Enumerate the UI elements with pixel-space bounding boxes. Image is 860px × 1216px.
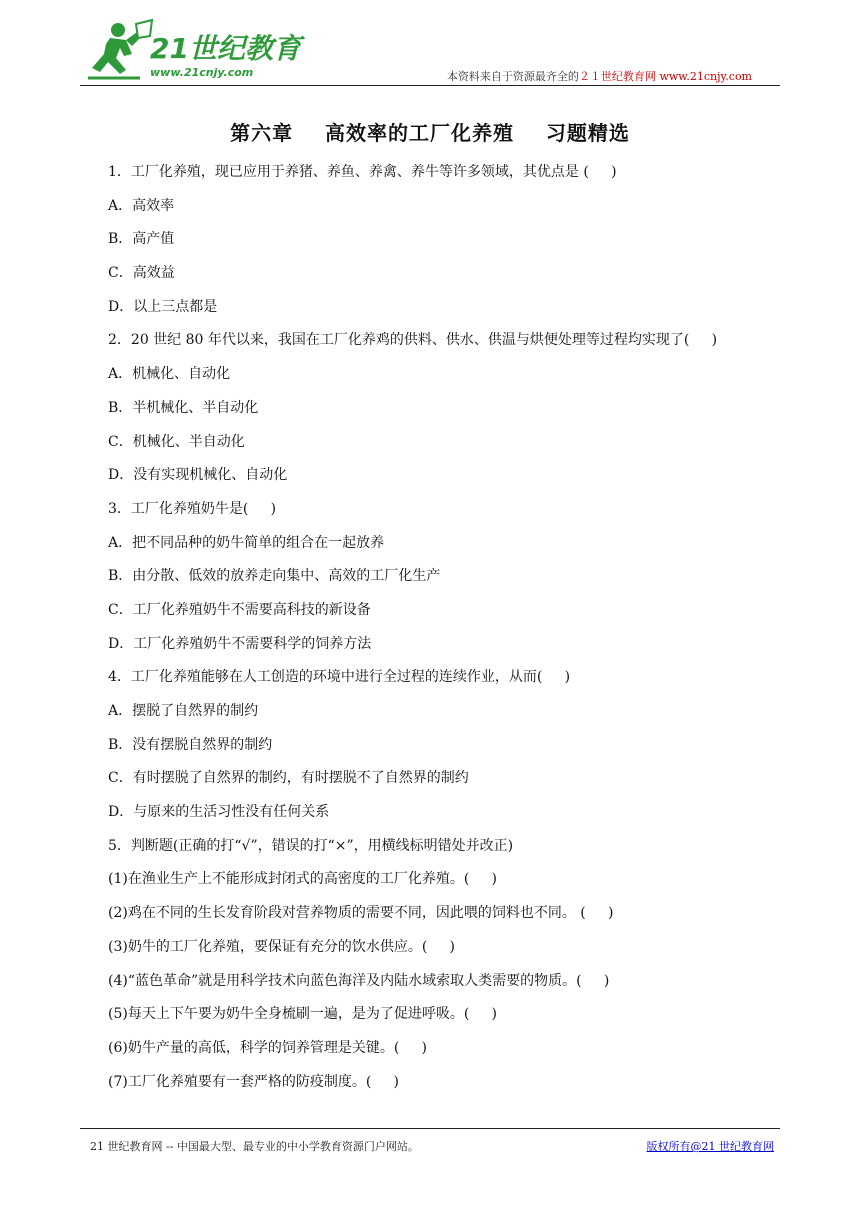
header-note [447, 68, 752, 84]
question-line: C．有时摆脱了自然界的制约，有时摆脱不了自然界的制约 [108, 770, 469, 787]
question-line: A．高效率 [108, 197, 175, 214]
header-note-link[interactable]: ２１世纪教育网 [578, 70, 656, 83]
question-line: B．半机械化、半自动化 [108, 399, 259, 416]
footer-divider [80, 1128, 780, 1129]
question-line: (5)每天上下午要为奶牛全身梳刷一遍，是为了促进呼吸。( ) [108, 1006, 498, 1023]
question-line: 4．工厂化养殖能够在人工创造的环境中进行全过程的连续作业，从而( ) [108, 669, 571, 686]
header-note-url[interactable]: www.21cnjy.com [659, 70, 752, 83]
logo-brand-text: 21世纪教育 [150, 32, 301, 65]
question-line: (7)工厂化养殖要有一套严格的防疫制度。( ) [108, 1073, 400, 1090]
question-line: 1．工厂化养殖，现已应用于养猪、养鱼、养禽、养牛等许多领域，其优点是 ( ) [108, 164, 617, 180]
question-line: D．没有实现机械化、自动化 [108, 467, 288, 484]
question-line: (2)鸡在不同的生长发育阶段对营养物质的需要不同，因此喂的饲料也不同。 ( ) [108, 905, 614, 922]
question-line: 2．20 世纪 80 年代以来，我国在工厂化养鸡的供料、供水、供温与烘便处理等过程均实现了( ) [108, 332, 718, 349]
question-line: C．高效益 [108, 265, 175, 282]
question-line: (6)奶牛产量的高低，科学的饲养管理是关键。( ) [108, 1039, 428, 1056]
question-line: B．由分散、低效的放养走向集中、高效的工厂化生产 [108, 568, 441, 585]
header-divider [80, 85, 780, 86]
question-line: C．机械化、半自动化 [108, 433, 245, 450]
question-line: B．没有摆脱自然界的制约 [108, 736, 273, 753]
question-line: C．工厂化养殖奶牛不需要高科技的新设备 [108, 601, 371, 618]
question-line: D．以上三点都是 [108, 298, 218, 315]
question-line: 5．判断题(正确的打“√”，错误的打“×”，用横线标明错处并改正) [108, 837, 514, 854]
question-line: 3．工厂化养殖奶牛是( ) [108, 500, 277, 517]
footer-tagline: 21 世纪教育网 -- 中国最大型、最专业的中小学教育资源门户网站。 [90, 1140, 419, 1153]
runner-icon [92, 20, 152, 74]
site-logo [80, 18, 310, 84]
question-line: A．机械化、自动化 [108, 366, 231, 383]
question-list [108, 160, 768, 1103]
header-note-prefix: 本资料来自于资源最齐全的 [446, 70, 579, 83]
page-footer [80, 1128, 780, 1168]
question-line: A．摆脱了自然界的制约 [108, 703, 259, 719]
question-line: (3)奶牛的工厂化养殖，要保证有充分的饮水供应。( ) [108, 938, 456, 955]
page-title: 第六章 高效率的工厂化养殖 习题精选 [230, 121, 630, 145]
question-line: D．与原来的生活习性没有任何关系 [108, 804, 330, 821]
question-line: B．高产值 [108, 231, 175, 248]
page-header [80, 18, 780, 86]
question-line: (4)“蓝色革命”就是用科学技术向蓝色海洋及内陆水域索取人类需要的物质。( ) [108, 972, 610, 989]
question-line: (1)在渔业生产上不能形成封闭式的高密度的工厂化养殖。( ) [108, 871, 498, 888]
question-line: D．工厂化养殖奶牛不需要科学的饲养方法 [108, 635, 372, 652]
logo-url-text: www.21cnjy.com [150, 66, 254, 79]
footer-copyright-link[interactable]: 版权所有@21 世纪教育网 [646, 1140, 774, 1153]
question-line: A．把不同品种的奶牛简单的组合在一起放养 [108, 534, 385, 551]
